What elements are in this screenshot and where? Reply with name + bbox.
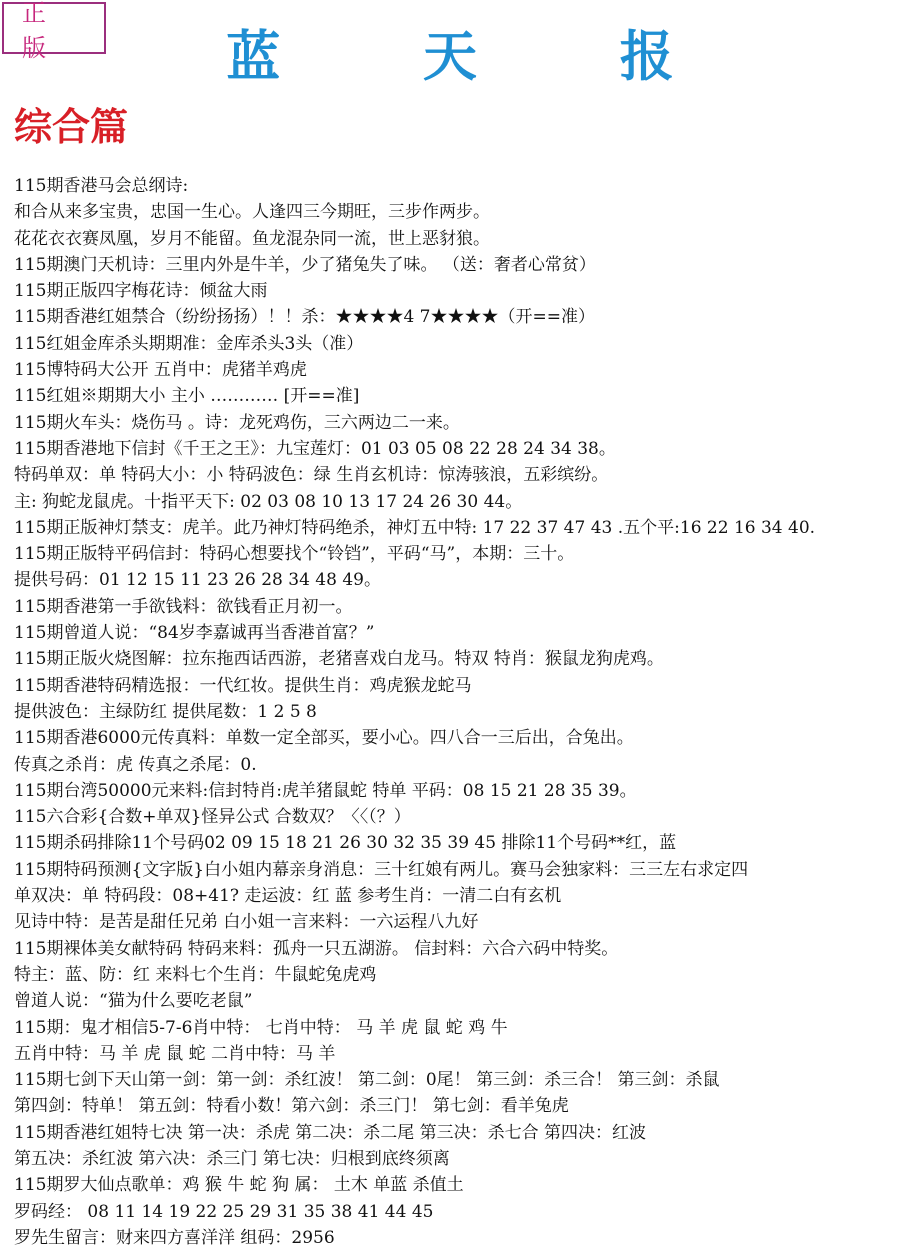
text-line: 115期曾道人说：“84岁李嘉诚再当香港首富？” [14,623,375,644]
text-line: 特主：蓝、防：红 来料七个生肖：牛鼠蛇兔虎鸡 [14,964,377,985]
text-line: 115期杀码排除11个号码02 09 15 18 21 26 30 32 35 39 45 排除11个号码**红，蓝 [14,833,677,854]
text-line: 115期台湾50000元来料:信封特肖:虎羊猪鼠蛇 特单 平码：08 15 21 28 35 39。 [14,780,637,801]
text-line: 第五决：杀红波 第六决：杀三门 第七决：归根到底终须离 [14,1148,450,1169]
text-line: 罗码经： 08 11 14 19 22 25 29 31 35 38 41 44 45 [14,1201,434,1222]
text-line: 见诗中特：是苦是甜任兄弟 白小姐一言来料：一六运程八九好 [14,912,479,933]
text-line: 罗先生留言：财来四方喜洋洋 组码：2956 [14,1227,335,1248]
text-line: 曾道人说：“猫为什么要吃老鼠” [14,991,253,1012]
text-line: 115红姐金库杀头期期准：金库杀头3头（准） [14,333,364,354]
text-line: 特码单双：单 特码大小：小 特码波色：绿 生肖玄机诗：惊涛骇浪，五彩缤纷。 [14,465,609,486]
text-line: 115期香港红姐特七决 第一决：杀虎 第二决：杀二尾 第三决：杀七合 第四决：红波 [14,1122,647,1143]
text-line: 提供号码：01 12 15 11 23 26 28 34 48 49。 [14,570,381,591]
text-line: 115期正版神灯禁支：虎羊。此乃神灯特码绝杀，神灯五中特: 17 22 37 47 43 .五个平:16 22 16 34 40. [14,517,816,538]
text-line: 115期澳门天机诗：三里内外是牛羊，少了猪兔失了味。 （送：奢者心常贫） [14,254,596,275]
text-line: 115期特码预测{文字版}白小姐内幕亲身消息：三十红娘有两儿。赛马会独家料：三三左右求定四 [14,859,749,880]
newspaper-masthead: 蓝 天 报 [226,24,736,88]
text-line: 传真之杀肖：虎 传真之杀尾：0. [14,754,257,775]
text-line: 115期香港特码精选报：一代红妆。提供生肖：鸡虎猴龙蛇马 [14,675,472,696]
text-line: 115期香港6000元传真料：单数一定全部买，要小心。四八合一三后出，合兔出。 [14,728,634,749]
article-body [14,173,894,1251]
text-line: 115期香港红姐禁合（纷纷扬扬）！！杀：★★★★4 7★★★★（开==准） [14,307,595,328]
text-line: 五肖中特：马 羊 虎 鼠 蛇 二肖中特：马 羊 [14,1043,336,1064]
text-line: 单双决：单 特码段：08+41? 走运波：红 蓝 参考生肖：一清二白有玄机 [14,886,562,907]
authentic-badge: 正 版 [2,2,106,54]
text-line: 主: 狗蛇龙鼠虎。十指平天下: 02 03 08 10 13 17 24 26 30 44。 [14,491,523,512]
text-line: 115期香港地下信封《千王之王》：九宝莲灯：01 03 05 08 22 28 24 34 38。 [14,438,616,459]
text-line: 115期火车头：烧伤马 。诗：龙死鸡伤，三六两边二一来。 [14,412,460,433]
text-line: 115期七剑下天山第一剑：第一剑：杀红波！ 第二剑：0尾！ 第三剑：杀三合！ 第三剑：杀鼠 [14,1070,720,1091]
text-line: 115期裸体美女献特码 特码来料：孤舟一只五湖游。 信封料：六合六码中特奖。 [14,938,619,959]
text-line: 115期正版火烧图解：拉东拖西话西游，老猪喜戏白龙马。特双 特肖：猴鼠龙狗虎鸡。 [14,649,664,670]
text-line: 115红姐※期期大小 主小 ………… [开==准] [14,386,360,407]
text-line: 和合从来多宝贵，忠国一生心。人逢四三今期旺，三步作两步。 [14,202,490,223]
text-line: 115期正版四字梅花诗：倾盆大雨 [14,281,268,302]
text-line: 115期正版特平码信封：特码心想要找个“铃铛”，平码“马”，本期：三十。 [14,544,575,565]
text-line: 提供波色：主绿防红 提供尾数：1 2 5 8 [14,701,317,722]
text-line: 115期香港马会总纲诗: [14,176,189,196]
text-line: 115期罗大仙点歌单：鸡 猴 牛 蛇 狗 属： 土木 单蓝 杀值土 [14,1175,464,1196]
text-line: 花花衣衣赛凤凰，岁月不能留。鱼龙混杂同一流，世上恶豺狼。 [14,228,490,249]
text-line: 115期：鬼才相信5-7-6肖中特： 七肖中特： 马 羊 虎 鼠 蛇 鸡 牛 [14,1017,508,1038]
section-title: 综合篇 [14,104,129,149]
text-line: 115博特码大公开 五肖中：虎猪羊鸡虎 [14,360,307,381]
text-line: 115六合彩{合数+单双}怪异公式 合数双？〈〈（？） [14,807,411,828]
text-line: 第四剑：特单！ 第五剑：特看小数！第六剑：杀三门！ 第七剑：看羊兔虎 [14,1096,569,1117]
text-line: 115期香港第一手欲钱料：欲钱看正月初一。 [14,596,353,617]
